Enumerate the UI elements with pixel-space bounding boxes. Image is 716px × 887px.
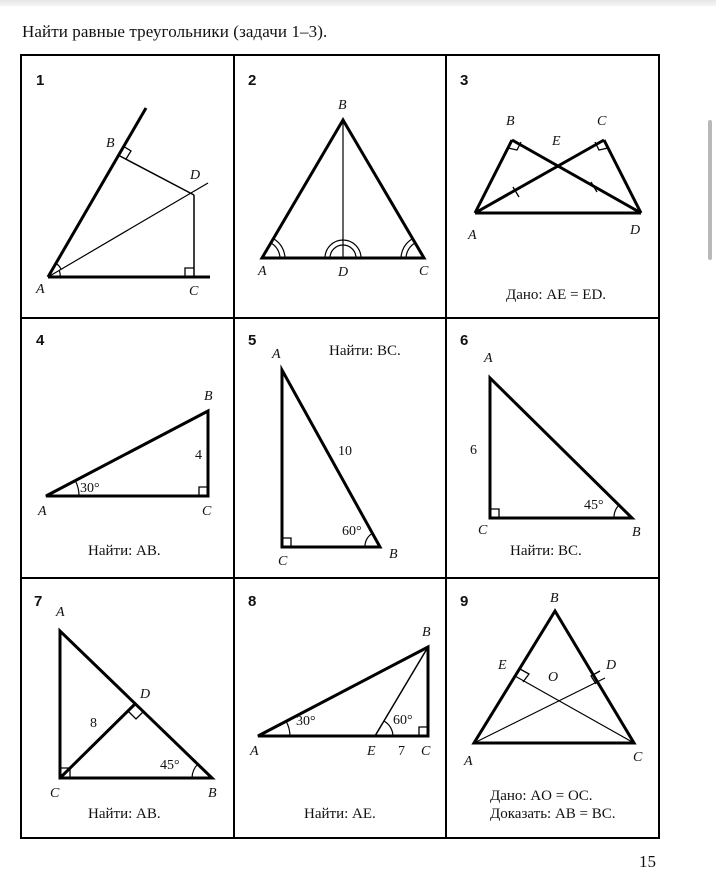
problem-2 bbox=[234, 56, 446, 318]
find-text: Найти: BC. bbox=[510, 543, 582, 559]
side-value: 10 bbox=[338, 444, 352, 459]
point-label-b: B bbox=[106, 136, 115, 151]
problem-8 bbox=[234, 578, 446, 839]
problem-number: 9 bbox=[460, 593, 469, 610]
point-label-a: A bbox=[468, 228, 477, 243]
side-value: 6 bbox=[470, 443, 477, 458]
point-label-e: E bbox=[552, 134, 561, 149]
find-text: Найти: AB. bbox=[88, 543, 161, 559]
page-heading: Найти равные треугольники (задачи 1–3). bbox=[22, 22, 328, 41]
top-edge bbox=[0, 0, 716, 6]
given-text: Дано: AO = OC. bbox=[490, 788, 593, 804]
side-value: 8 bbox=[90, 716, 97, 731]
find-text: Найти: AB. bbox=[88, 806, 161, 822]
problem-number: 1 bbox=[36, 72, 45, 89]
problem-5 bbox=[234, 318, 446, 578]
problem-number: 4 bbox=[36, 332, 45, 349]
point-label-c: C bbox=[189, 284, 199, 299]
angle-value: 45° bbox=[160, 758, 180, 773]
find-text: Найти: BC. bbox=[329, 343, 401, 359]
problem-number: 8 bbox=[248, 593, 257, 610]
point-label-d: D bbox=[606, 658, 617, 673]
figure-8 bbox=[234, 578, 446, 839]
figure-6 bbox=[446, 318, 660, 578]
problem-7 bbox=[22, 578, 234, 839]
point-label-a: A bbox=[250, 744, 259, 759]
problem-number: 6 bbox=[460, 332, 469, 349]
given-text: Дано: AE = ED. bbox=[506, 287, 607, 303]
point-label-c: C bbox=[421, 744, 431, 759]
point-label-d: D bbox=[630, 223, 641, 238]
point-label-a: A bbox=[464, 754, 473, 769]
point-label-c: C bbox=[50, 786, 60, 801]
problem-number: 2 bbox=[248, 72, 257, 89]
point-label-e: E bbox=[498, 658, 507, 673]
figure-4 bbox=[22, 318, 234, 578]
point-label-c: C bbox=[278, 554, 288, 569]
prove-text: Доказать: AB = BC. bbox=[490, 806, 616, 822]
point-label-d: D bbox=[190, 168, 201, 183]
point-label-d: D bbox=[338, 265, 349, 280]
problems-grid bbox=[20, 54, 660, 839]
problem-1 bbox=[22, 56, 234, 318]
point-label-a: A bbox=[258, 264, 267, 279]
point-label-b: B bbox=[632, 525, 641, 540]
point-label-b: B bbox=[506, 114, 515, 129]
problem-4 bbox=[22, 318, 234, 578]
point-label-a: A bbox=[484, 351, 493, 366]
problem-number: 7 bbox=[34, 593, 43, 610]
angle-value-1: 30° bbox=[296, 714, 316, 729]
point-label-b: B bbox=[389, 547, 398, 562]
point-label-b: B bbox=[208, 786, 217, 801]
point-label-b: B bbox=[422, 625, 431, 640]
angle-value-2: 60° bbox=[393, 713, 413, 728]
problem-number: 3 bbox=[460, 72, 469, 89]
point-label-e: E bbox=[367, 744, 376, 759]
figure-3 bbox=[446, 56, 660, 318]
page-number: 15 bbox=[639, 852, 656, 871]
point-label-o: O bbox=[548, 670, 559, 685]
point-label-a: A bbox=[56, 605, 65, 620]
figure-1 bbox=[22, 56, 234, 318]
point-label-c: C bbox=[419, 264, 429, 279]
problem-number: 5 bbox=[248, 332, 257, 349]
find-text: Найти: AE. bbox=[304, 806, 376, 822]
point-label-a: A bbox=[272, 347, 281, 362]
problem-6 bbox=[446, 318, 660, 578]
point-label-b: B bbox=[204, 389, 213, 404]
point-label-a: A bbox=[38, 504, 47, 519]
angle-value: 30° bbox=[80, 481, 100, 496]
scrollbar-thumb[interactable] bbox=[708, 120, 712, 260]
point-label-b: B bbox=[338, 98, 347, 113]
problem-9 bbox=[446, 578, 660, 839]
angle-value: 45° bbox=[584, 498, 604, 513]
point-label-c: C bbox=[202, 504, 212, 519]
point-label-c: C bbox=[597, 114, 607, 129]
point-label-c: C bbox=[478, 523, 488, 538]
point-label-a: A bbox=[36, 282, 45, 297]
side-value: 4 bbox=[195, 448, 202, 463]
point-label-b: B bbox=[550, 591, 559, 606]
problem-3 bbox=[446, 56, 660, 318]
point-label-c: C bbox=[633, 750, 643, 765]
point-label-d: D bbox=[140, 687, 151, 702]
side-value: 7 bbox=[398, 744, 405, 759]
angle-value: 60° bbox=[342, 524, 362, 539]
